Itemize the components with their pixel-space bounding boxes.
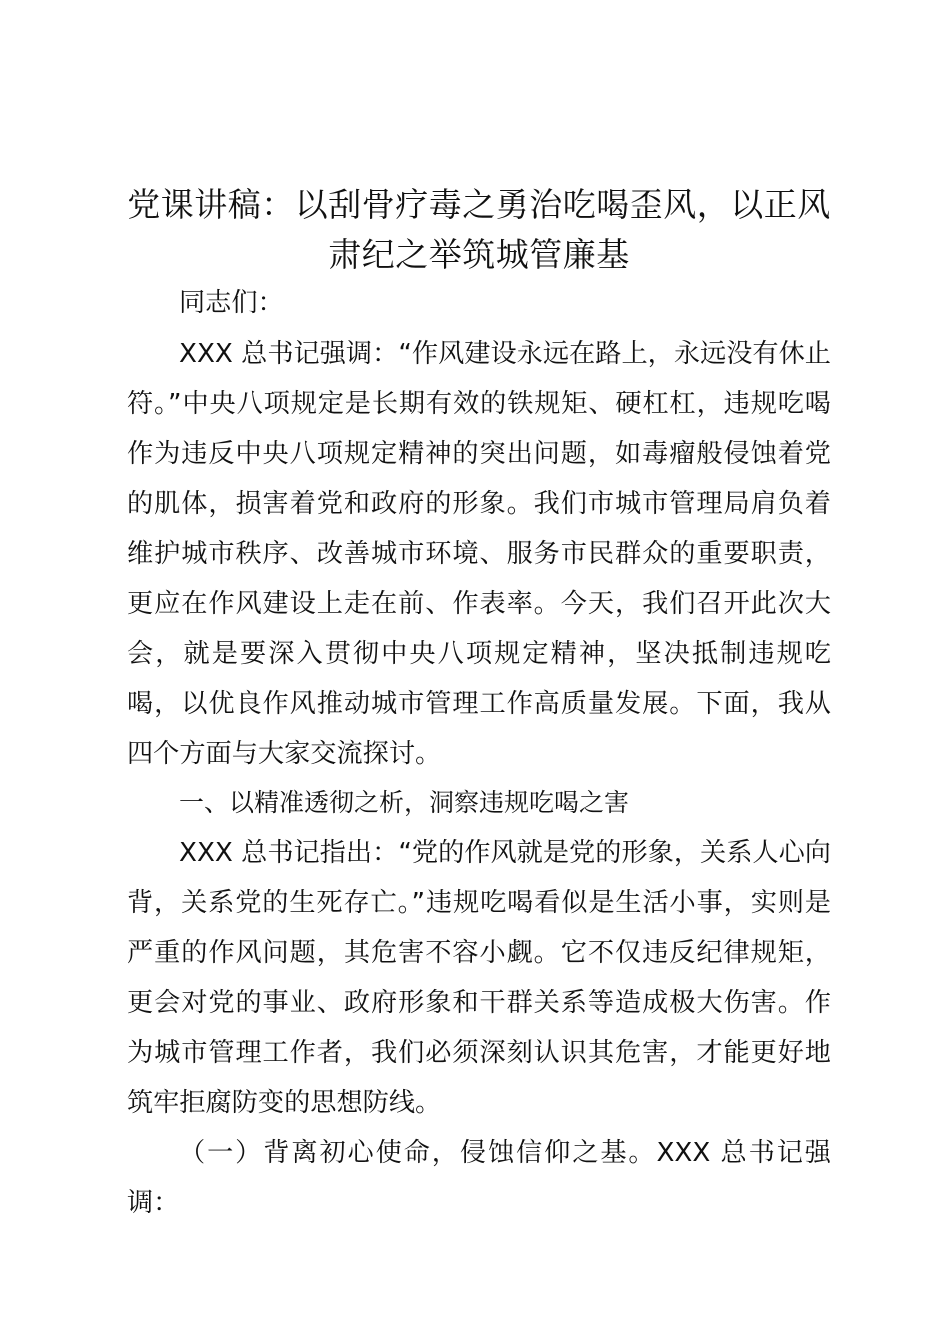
paragraph-intro: XXX 总书记强调：“作风建设永远在路上，永远没有休止符。”中央八项规定是长期有效的铁规矩、硬杠杠，违规吃喝作为违反中央八项规定精神的突出问题，如毒瘤般侵蚀着党的肌体，损害着党和政府的形象。我们市城市管理局肩负着维护城市秩序、改善城市环境、服务市民群众的重要职责，更应在作风建设上走在前、作表率。今天，我们召开此次大会，就是要深入贯彻中央八项规定精神，坚决抵制违规吃喝，以优良作风推动城市管理工作高质量发展。下面，我从四个方面与大家交流探讨。 [127,339,831,769]
paragraph-section-1: XXX 总书记指出：“党的作风就是党的形象，关系人心向背，关系党的生死存亡。”违规吃喝看似是生活小事，实则是严重的作风问题，其危害不容小觑。它不仅违反纪律规矩，更会对党的事业、政府形象和干群关系等造成极大伤害。作为城市管理工作者，我们必须深刻认识其危害，才能更好地筑牢拒腐防变的思想防线。 [127,838,831,1118]
document-title: 党课讲稿：以刮骨疗毒之勇治吃喝歪风，以正风肃纪之举筑城管廉基 [127,185,831,274]
paragraph-subsection-1: （一）背离初心使命，侵蚀信仰之基。XXX 总书记强调： [127,1138,831,1218]
section-heading-1: 一、以精准透彻之析，洞察违规吃喝之害 [179,788,630,817]
greeting-text: 同志们： [179,288,284,318]
